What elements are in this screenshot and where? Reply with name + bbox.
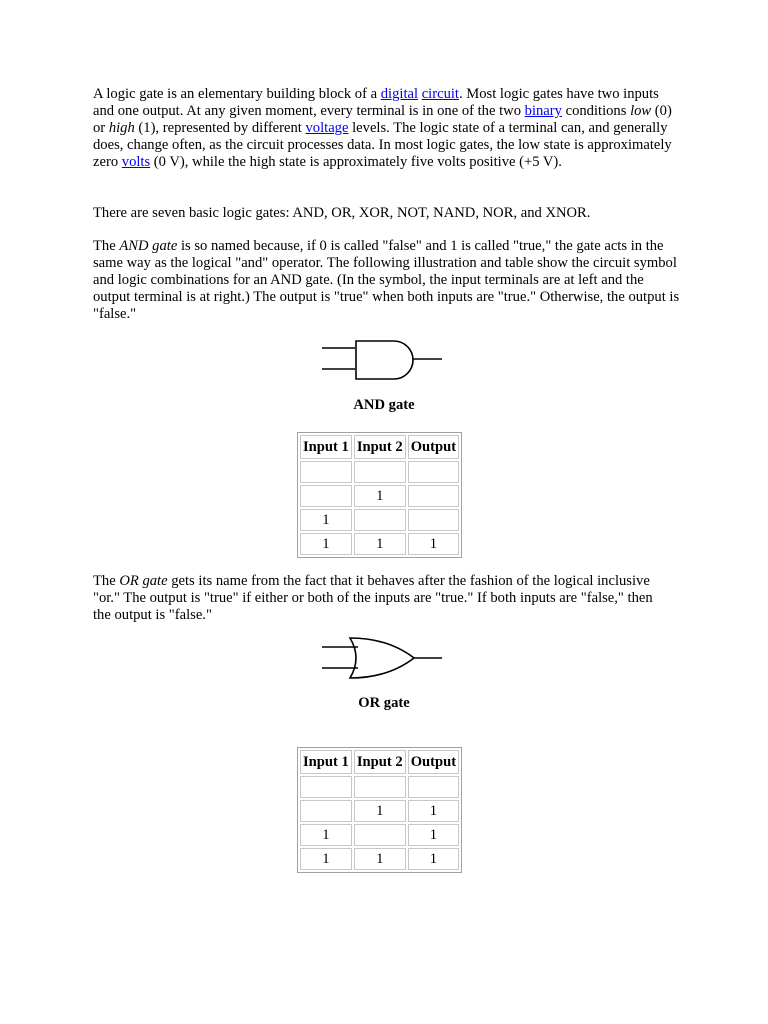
or-gate-icon bbox=[322, 637, 444, 679]
and-gate-symbol bbox=[322, 338, 444, 382]
table-cell bbox=[354, 509, 406, 531]
table-cell: 1 bbox=[300, 824, 352, 846]
and-truth-table bbox=[297, 432, 462, 558]
link-binary[interactable]: binary bbox=[524, 103, 562, 119]
link-voltage[interactable]: voltage bbox=[305, 120, 349, 136]
link-volts[interactable]: volts bbox=[121, 154, 151, 170]
table-row bbox=[300, 824, 459, 846]
text: . Most logic gates have two inputs and one output. At any given moment, every terminal is in one of the two bbox=[93, 86, 659, 119]
table-row bbox=[300, 533, 459, 555]
table-cell: 1 bbox=[354, 848, 406, 870]
emphasis-or-gate: OR gate bbox=[119, 573, 168, 589]
table-cell: 1 bbox=[300, 509, 352, 531]
and-gate-caption: AND gate bbox=[353, 397, 415, 413]
table-cell bbox=[354, 776, 406, 798]
or-truth-table bbox=[297, 747, 462, 873]
text: gets its name from the fact that it behaves after the fashion of the logical inclusive "or." The output is "true" if either or both of the inputs are "true." If both inputs are "false," then the output is "false." bbox=[93, 573, 653, 623]
link-circuit[interactable]: circuit bbox=[421, 86, 459, 102]
table-row bbox=[300, 800, 459, 822]
link-digital[interactable]: digital bbox=[380, 86, 419, 102]
column-header: Output bbox=[408, 750, 459, 774]
or-gate-paragraph bbox=[93, 573, 673, 624]
table-cell bbox=[300, 461, 352, 483]
table-row bbox=[300, 485, 459, 507]
table-cell: 1 bbox=[354, 485, 406, 507]
text: The bbox=[93, 238, 120, 254]
table-cell: 1 bbox=[408, 533, 459, 555]
emphasis-low: low bbox=[630, 103, 652, 119]
column-header: Input 2 bbox=[354, 435, 406, 459]
table-cell bbox=[354, 461, 406, 483]
text: levels. The logic state of a terminal can, and generally does, change often, as the circuit processes data. In most logic gates, the low state is approximately zero bbox=[93, 120, 672, 170]
table-cell bbox=[354, 824, 406, 846]
table-cell: 1 bbox=[354, 533, 406, 555]
column-header: Input 1 bbox=[300, 750, 352, 774]
table-cell bbox=[300, 800, 352, 822]
basic-gates-paragraph: There are seven basic logic gates: AND, OR, XOR, NOT, NAND, NOR, and XNOR. bbox=[93, 205, 591, 221]
table-cell bbox=[300, 485, 352, 507]
table-cell bbox=[408, 461, 459, 483]
text: A logic gate is an elementary building block of a bbox=[93, 86, 381, 102]
text: (0) or bbox=[93, 103, 672, 136]
text: is so named because, if 0 is called "false" and 1 is called "true," the gate acts in the same way as the logical "and" operator. The following illustration and table show the circuit symbol and logic combinations for an AND gate. (In the symbol, the input terminals are at left and the output terminal is at right.) The output is "true" when both inputs are "true." Otherwise, the output is "false." bbox=[93, 238, 680, 322]
or-gate-caption: OR gate bbox=[358, 695, 410, 711]
intro-paragraph bbox=[93, 86, 673, 171]
table-cell bbox=[408, 509, 459, 531]
table-cell bbox=[408, 485, 459, 507]
text: conditions bbox=[561, 103, 631, 119]
column-header: Output bbox=[408, 435, 459, 459]
table-row bbox=[300, 509, 459, 531]
table-row bbox=[300, 848, 459, 870]
and-gate-icon bbox=[322, 338, 444, 382]
emphasis-and-gate: AND gate bbox=[119, 238, 178, 254]
or-gate-symbol bbox=[322, 637, 444, 679]
table-header-row bbox=[300, 435, 459, 459]
table-cell: 1 bbox=[408, 848, 459, 870]
text: (0 V), while the high state is approximately five volts positive (+5 V). bbox=[150, 154, 562, 170]
column-header: Input 2 bbox=[354, 750, 406, 774]
table-header-row bbox=[300, 750, 459, 774]
table-cell: 1 bbox=[300, 533, 352, 555]
table-cell bbox=[300, 776, 352, 798]
table-cell: 1 bbox=[354, 800, 406, 822]
text: The bbox=[93, 573, 120, 589]
table-cell bbox=[408, 776, 459, 798]
and-gate-paragraph bbox=[93, 238, 683, 323]
table-cell: 1 bbox=[408, 824, 459, 846]
table-cell: 1 bbox=[300, 848, 352, 870]
column-header: Input 1 bbox=[300, 435, 352, 459]
text: (1), represented by different bbox=[134, 120, 306, 136]
table-row bbox=[300, 461, 459, 483]
emphasis-high: high bbox=[108, 120, 135, 136]
table-cell: 1 bbox=[408, 800, 459, 822]
table-row bbox=[300, 776, 459, 798]
